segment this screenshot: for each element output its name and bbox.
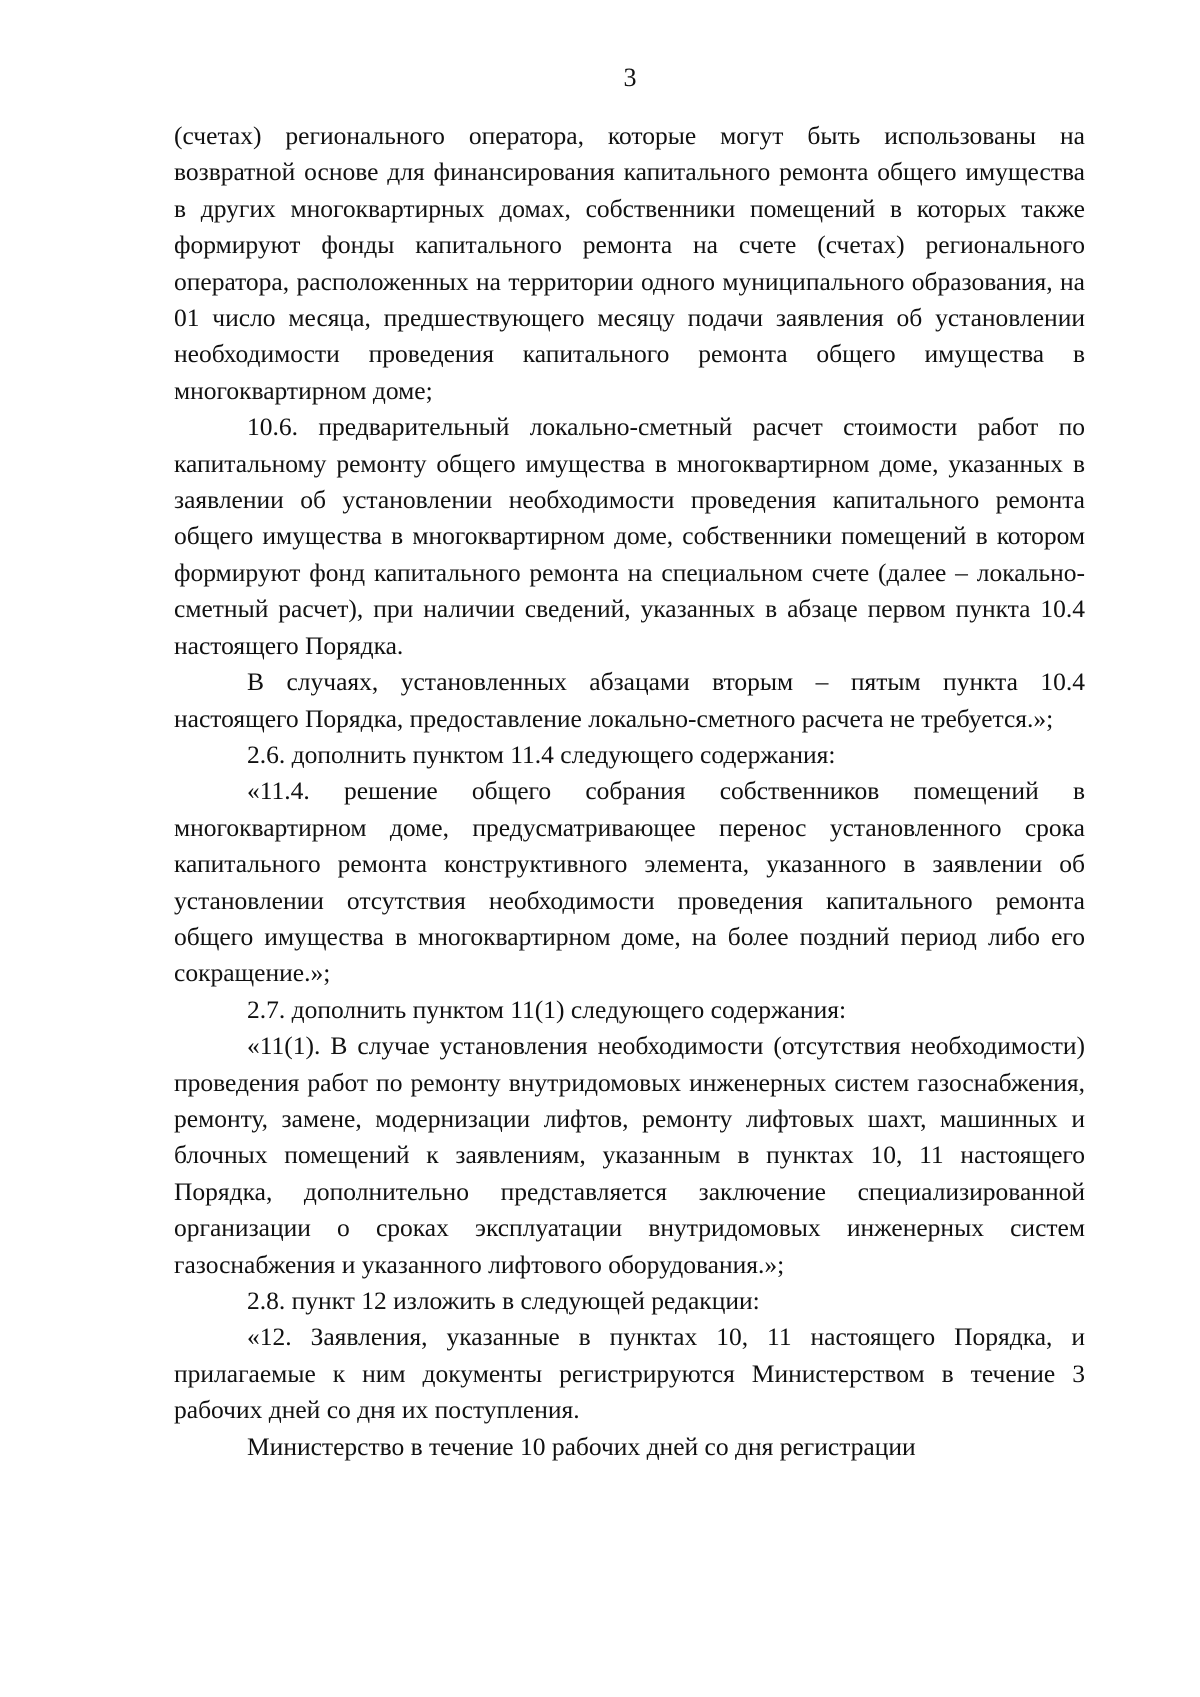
paragraph-11-1: «11(1). В случае установления необходимости (отсутствия необходимости) проведения работ по ремонту внутридомовых инженерных систем газоснабжения, ремонту, замене, модернизации лифтов, ремонту лифтовых шахт, машинных и блочных помещений к заявлениям, указанным в пунктах 10, 11 настоящего Порядка, дополнительно представляется заключение специализированной организации о сроках эксплуатации внутридомовых инженерных систем газоснабжения и указанного лифтового оборудования.»; [174, 1031, 1085, 1279]
paragraph-12: «12. Заявления, указанные в пунктах 10, 11 настоящего Порядка, и прилагаемые к ним документы регистрируются Министерством в течение 3 рабочих дней со дня их поступления. [174, 1322, 1085, 1425]
paragraph-2-8: 2.8. пункт 12 изложить в следующей редакции: [247, 1286, 760, 1315]
paragraph-11-4: «11.4. решение общего собрания собственников помещений в многоквартирном доме, предусматривающее перенос установленного срока капитального ремонта конструктивного элемента, указанного в заявлении об установлении отсутствия необходимости проведения капитального ремонта общего имущества в многоквартирном доме, на более поздний период либо его сокращение.»; [174, 776, 1085, 988]
paragraph-continuation: (счетах) регионального оператора, которые могут быть использованы на возвратной основе для финансирования капитального ремонта общего имущества в других многоквартирных домах, собственники помещений в которых также формируют фонды капитального ремонта на счете (счетах) регионального оператора, расположенных на территории одного муниципального образования, на 01 число месяца, предшествующего месяцу подачи заявления об установлении необходимости проведения капитального ремонта общего имущества в многоквартирном доме; [174, 121, 1085, 405]
document-body [174, 118, 1085, 1465]
paragraph-exceptions: В случаях, установленных абзацами вторым – пятым пункта 10.4 настоящего Порядка, предоставление локально-сметного расчета не требуется.»; [174, 667, 1085, 733]
paragraph-ministry: Министерство в течение 10 рабочих дней со дня регистрации [247, 1431, 916, 1461]
paragraph-10-6: 10.6. предварительный локально-сметный расчет стоимости работ по капитальному ремонту общего имущества в многоквартирном доме, указанных в заявлении об установлении необходимости проведения капитального ремонта общего имущества в многоквартирном доме, собственники помещений в котором формируют фонд капитального ремонта на специальном счете (далее – локально-сметный расчет), при наличии сведений, указанных в абзаце первом пункта 10.4 настоящего Порядка. [174, 412, 1085, 660]
paragraph-2-6: 2.6. дополнить пунктом 11.4 следующего содержания: [247, 739, 836, 769]
page-number: 3 [623, 63, 637, 92]
paragraph-2-7: 2.7. дополнить пунктом 11(1) следующего содержания: [247, 994, 847, 1024]
